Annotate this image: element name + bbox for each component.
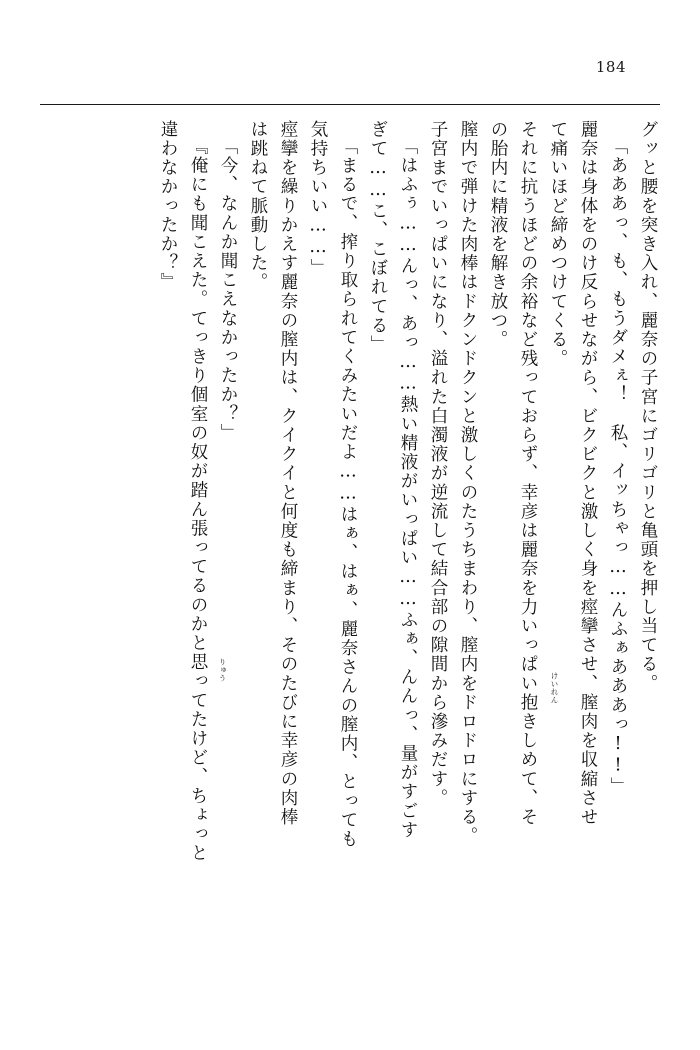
- text-column: 「あああっ、も、もうダメぇ！ 私、イッちゃっ……んふぁあああっ!!」: [608, 137, 628, 797]
- text-column: は跳ねて脈動した。: [248, 120, 268, 292]
- page-number: 184: [595, 58, 626, 76]
- text-column: 気持ちいい……」: [308, 120, 328, 278]
- text-column: 痙攣を繰りかえす麗奈の膣内は、クイクイと何度も締まり、そのたびに幸彦の肉棒: [278, 120, 298, 827]
- vertical-text-body: [44, 120, 656, 1010]
- ruby-annotation-keiren: けいれん: [550, 672, 559, 704]
- text-column: 『俺にも聞こえた。てっきり個室の奴が踏ん張ってるのかと思ってたけど、ちょっと: [188, 137, 208, 863]
- text-column: グッと腰を突き入れ、麗奈の子宮にゴリゴリと亀頭を押し当てる。: [638, 120, 658, 693]
- text-column: それに抗うほどの余裕など残っておらず、幸彦は麗奈を力いっぱい抱きしめて、そ: [518, 120, 538, 827]
- text-column: 「まるで、搾り取られてくみたいだよ……はぁ、はぁ、麗奈さんの膣内、とっても: [338, 137, 358, 849]
- text-column: 「今、なんか聞こえなかったか？」: [218, 137, 238, 443]
- text-column: の胎内に精液を解き放つ。: [488, 120, 508, 350]
- text-column: 「はふぅ……んっ、あっ……熱い精液がいっぱい……ふぁ、んんっ、量がすごす: [398, 137, 418, 840]
- header-divider-rule: [40, 104, 660, 105]
- text-column: 膣内で弾けた肉棒はドクンドクンと激しくのたうちまわり、膣内をドロドロにする。: [458, 120, 478, 846]
- text-column: 子宮までいっぱいになり、溢れた白濁液が逆流して結合部の隙間から滲みだす。: [428, 120, 448, 808]
- text-column: 麗奈は身体をのけ反らせながら、ビクビクと激しく身を痙攣させ、膣肉を収縮させ: [578, 120, 598, 827]
- ruby-annotation-ryuu: りゅう: [218, 658, 227, 682]
- text-column: ぎて……こ、こぼれてる」: [368, 120, 388, 355]
- text-column: 違わなかったか？』: [158, 120, 178, 292]
- text-column: て痛いほど締めつけてくる。: [548, 120, 568, 369]
